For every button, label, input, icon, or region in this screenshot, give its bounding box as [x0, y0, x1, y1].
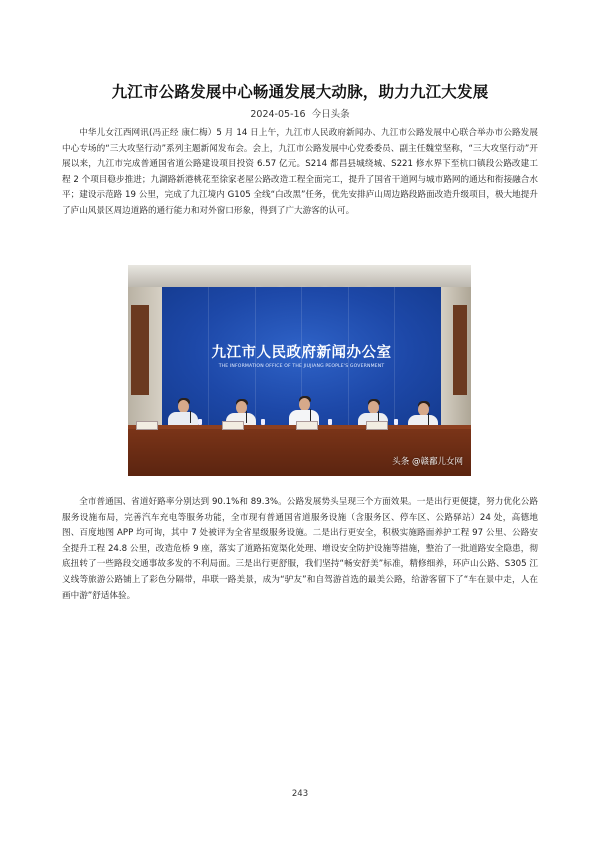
nameplate	[366, 421, 388, 430]
backdrop-title: 九江市人民政府新闻办公室	[211, 345, 392, 361]
microphone	[428, 413, 429, 425]
article-meta	[40, 106, 560, 120]
water-cup	[394, 419, 398, 425]
press-conference-photo	[128, 265, 471, 476]
publish-date: 2024-05-16	[250, 109, 306, 120]
water-cup	[328, 419, 332, 425]
page-number: 243	[291, 789, 309, 799]
paragraph-1: 中华儿女江西网讯(冯正经 康仁梅）5 月 14 日上午，九江市人民政府新闻办、九江市公路发展中心联合举办市公路发展中心专场的“三大攻坚行动”系列主题新闻发布会。会上，九江市公路发展中心党委委员、副主任魏堂坚称，“三大攻坚行动”开展以来，九江市完成普通国省道公路建设项目投资 6.57 亿元。S214 都昌县城绕城、S221 修水界下至杭口镇段公路改建工程 2 个项目稳步推进；九湖路新港桃花至徐家老屋公路改造工程全面完工，提升了国省干道网与城市路网的通达和衔接融合水平；建设示范路 19 公里，完成了九江境内 G105 全线“白改黑”任务，优先安排庐山周边路段路面改造升级项目，极大地提升了庐山风景区周边道路的通行能力和对外窗口形象，得到了广大游客的认可。	[62, 128, 538, 216]
left-door	[131, 305, 149, 395]
article-title: 九江市公路发展中心畅通发展大动脉，助力九江大发展	[111, 83, 489, 101]
microphone	[246, 411, 247, 423]
backdrop-subtitle: THE INFORMATION OFFICE OF THE JIUJIANG PEOPLE'S GOVERNMENT	[218, 364, 385, 369]
water-cup	[261, 419, 265, 425]
article-source: 今日头条	[311, 109, 350, 120]
microphone	[310, 409, 311, 421]
nameplate	[222, 421, 244, 430]
nameplate	[296, 421, 318, 430]
conference-table	[128, 429, 471, 476]
water-cup	[198, 419, 202, 425]
right-door	[453, 305, 467, 395]
photo-watermark: 头条 @赣鄱儿女网	[392, 457, 463, 467]
ceiling	[128, 265, 471, 287]
nameplate	[136, 421, 158, 430]
paragraph-2: 全市普通国、省道好路率分别达到 90.1%和 89.3%。公路发展势头呈现三个方面效果。一是出行更便捷，努力优化公路服务设施布局，完善汽车充电等服务功能，全市现有普通国省道服务设施（含服务区、停车区、公路驿站）24 处，高德地图、百度地图 APP 均可询，其中 7 处被评为全省星级服务设施。二是出行更安全，积极实施路面养护工程 97 公里、公路安全提升工程 24.8 公里，改造危桥 9 座，落实了道路拓宽渠化处理、增设安全防护设施等措施，整治了一批道路安全隐患，彻底扭转了一些路段交通事故多发的不利局面。三是出行更舒服，我们坚持“畅安舒美”标准，精修细养，环庐山公路、S305 江义线等旅游公路铺上了彩色分隔带，串联一路美景，成为“驴友”和自驾游首选的最美公路，给游客留下了“车在景中走，人在画中游”舒适体验。	[62, 497, 538, 601]
microphone	[190, 411, 191, 423]
